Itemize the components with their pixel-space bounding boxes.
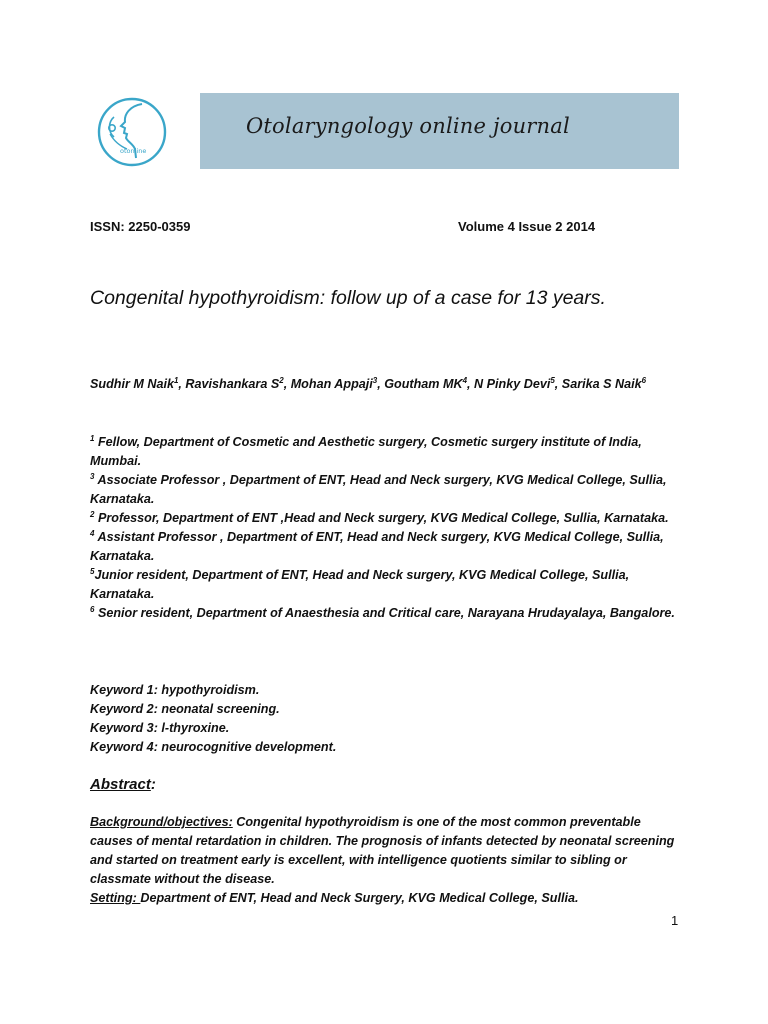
affiliation: $^2$ Professor, Department of ENT ,Head and Neck surgery, KVG Medical College, Sullia, Karnataka. (90, 509, 669, 525)
keyword-list (90, 681, 690, 757)
author: Mohan Appaji$^3$, (290, 375, 385, 391)
journal-name: Otolaryngology online journal (246, 114, 570, 138)
affiliation: $^3$ Associate Professor , Department of ENT, Head and Neck surgery, KVG Medical College, Sullia, Karnataka. (90, 471, 667, 506)
journal-logo (90, 92, 198, 172)
setting-text: Department of ENT, Head and Neck Surgery, KVG Medical College, Sullia. (140, 891, 579, 905)
logo-text: otonline (120, 147, 147, 155)
author: Sarika S Naik$^6$ (561, 375, 647, 391)
author: Goutham $MK^4$, (384, 375, 475, 391)
keyword: Keyword 2: neonatal screening. (90, 702, 280, 716)
background-text: Congenital hypothyroidism is one of the most common preventable causes of mental retardation in children. The prognosis of infants detected by neonatal screening and started on treatment early is excellent, with intelligence quotients similar to sibling or classmate without the disease. (90, 815, 675, 886)
page-number: 1 (671, 913, 679, 928)
volume-issue: Volume 4 Issue 2 2014 (458, 219, 596, 234)
affiliation: $^6$ Senior resident, Department of Anaesthesia and Critical care, Narayana Hrudayalaya, Bangalore. (90, 604, 675, 620)
abstract-body (90, 813, 675, 908)
author-list (90, 377, 710, 391)
issn: ISSN: 2250-0359 (90, 219, 191, 234)
abstract-background (90, 813, 675, 889)
affiliation: $^4$ Assistant Professor , Department of ENT, Head and Neck surgery, KVG Medical College, Sullia, Karnataka. (90, 528, 664, 563)
paper-title: Congenital hypothyroidism: follow up of a case for 13 years. (90, 287, 606, 309)
affiliation: $^1$ Fellow, Department of Cosmetic and Aesthetic surgery, Cosmetic surgery institute of India, Mumbai. (90, 433, 642, 468)
author: Ravishankara $S^2$, (185, 375, 291, 391)
keyword: Keyword 3: l-thyroxine. (90, 721, 230, 735)
affiliation-list (90, 433, 690, 623)
setting-label: Setting: (90, 891, 141, 905)
author: Sudhir M Naik$^1$, (90, 375, 186, 391)
abstract-setting (90, 889, 675, 908)
abstract-heading: Abstract: (90, 776, 156, 793)
face-profile-logo-icon (90, 92, 198, 172)
journal-banner (200, 93, 679, 169)
background-label: Background/objectives: (90, 815, 233, 829)
author: N Pinky Devi$^5$, (474, 375, 562, 391)
keyword: Keyword 1: hypothyroidism. (90, 683, 260, 697)
keyword: Keyword 4: neurocognitive development. (90, 740, 337, 754)
affiliation: $^5$Junior resident, Department of ENT, Head and Neck surgery, KVG Medical College, Sullia, Karnataka. (90, 566, 630, 601)
